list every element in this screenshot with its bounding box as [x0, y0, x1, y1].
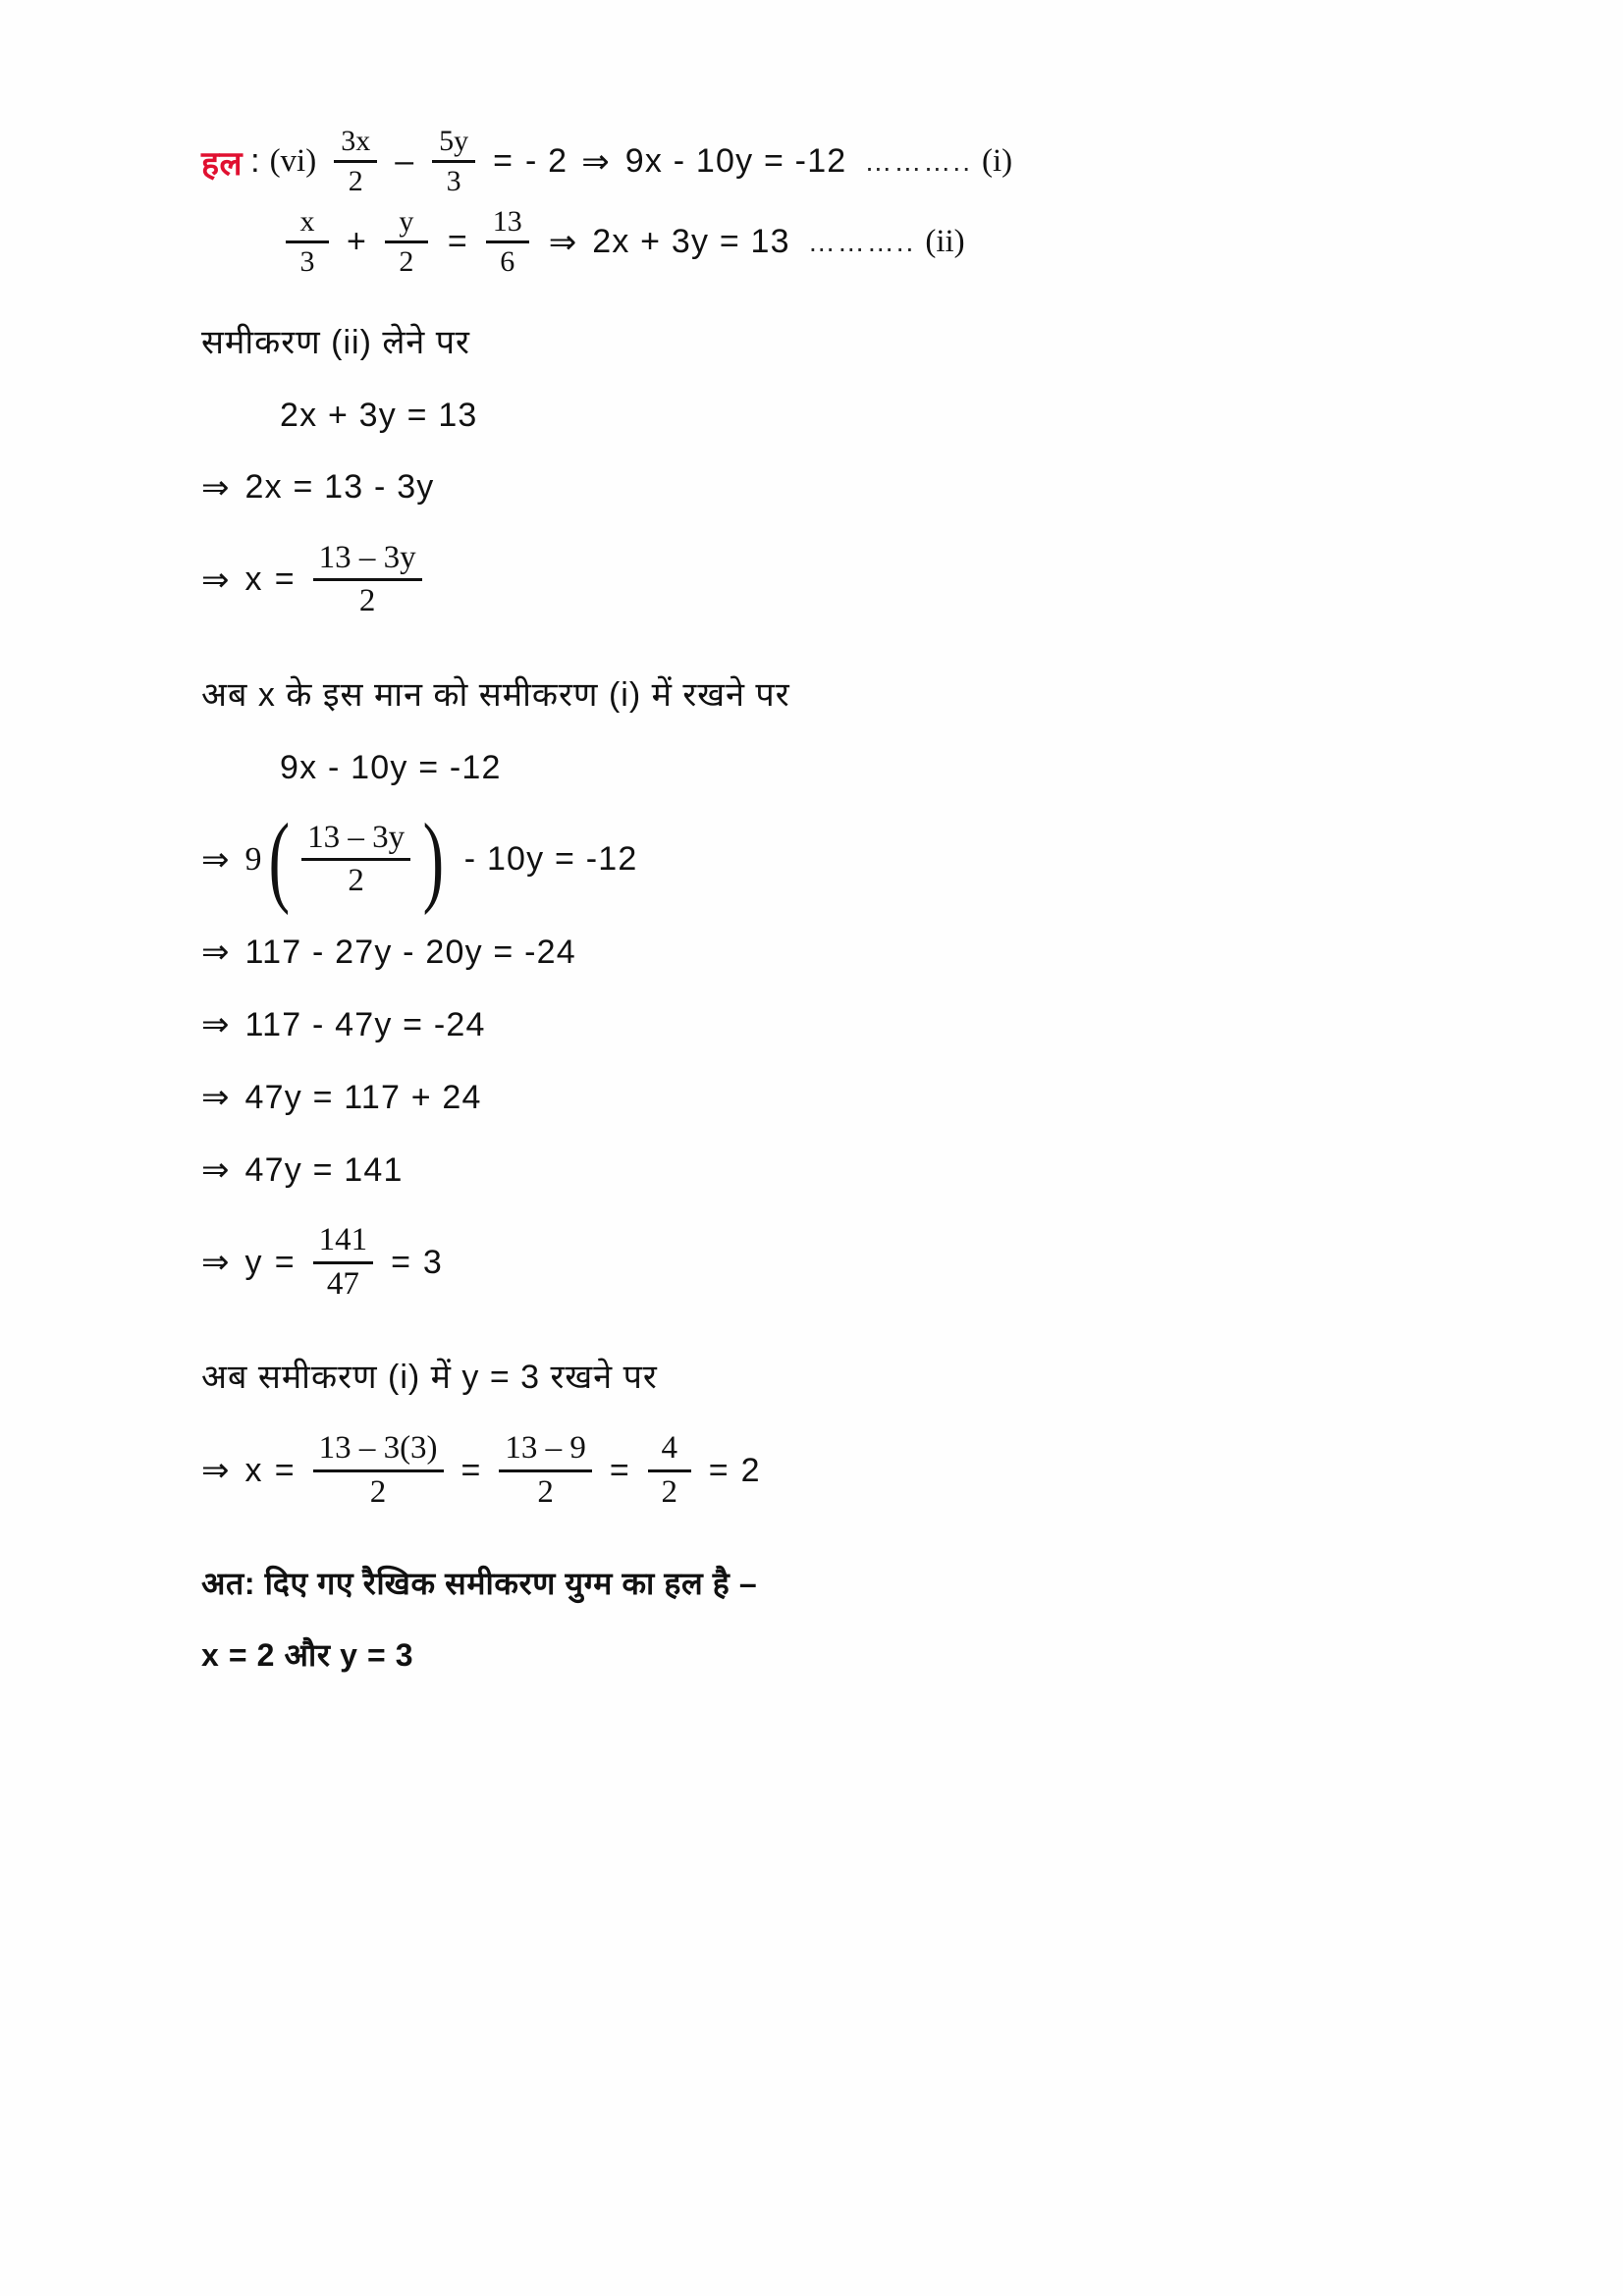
spacer [201, 285, 1507, 318]
implies-arrow: ⇒ [201, 1150, 230, 1191]
fraction-4-over-2 [648, 1431, 691, 1510]
fraction-denominator: 6 [500, 245, 515, 279]
implies-arrow: ⇒ [201, 560, 230, 600]
equation-i-rhs: - 2 [525, 142, 568, 181]
implies-arrow: ⇒ [201, 1005, 230, 1045]
open-paren: ( [268, 802, 290, 916]
coefficient-9: 9 [244, 840, 262, 878]
spacer [201, 899, 1507, 933]
spacer [201, 435, 1507, 468]
equals-sign: = [460, 1451, 482, 1489]
fraction-13-minus-3y-over-2 [313, 541, 422, 619]
fraction-denominator: 2 [661, 1473, 678, 1510]
fraction-bar [486, 240, 529, 243]
step-line-47y-equals-141 [201, 1150, 1507, 1190]
step-line-final-x-chain [201, 1431, 1507, 1510]
equation-text: 2x = 13 - 3y [244, 468, 435, 507]
step-line-47y-equals-sum [201, 1078, 1507, 1117]
spacer [201, 1044, 1507, 1078]
fraction-bar [313, 1469, 444, 1472]
fraction-13-minus-9-over-2 [499, 1431, 592, 1510]
fraction-numerator: 4 [661, 1430, 678, 1467]
dotted-leader: ……….. [864, 145, 972, 177]
spacer [201, 363, 1507, 397]
spacer [201, 507, 1507, 541]
fraction-denominator: 47 [326, 1265, 359, 1302]
step-line-2x-plus-3y [201, 397, 1507, 435]
implies-arrow: ⇒ [581, 141, 610, 182]
spacer [201, 1190, 1507, 1223]
equation-remainder: - 10y = -12 [463, 840, 638, 879]
step-line-x-equals-fraction [201, 541, 1507, 619]
close-paren: ) [422, 802, 445, 916]
step-line-substituted-expression [201, 802, 1507, 916]
heading-text: अब x के इस मान को समीकरण (i) में रखने पर [201, 675, 790, 714]
fraction-numerator: 13 – 9 [505, 1430, 586, 1467]
implies-arrow: ⇒ [201, 1451, 230, 1491]
fraction-3x-over-2 [334, 126, 377, 198]
equals-sign: = [493, 142, 514, 181]
fraction-numerator: 13 – 3y [307, 819, 406, 855]
y-value: 3 [422, 1243, 444, 1281]
heading-text: अब समीकरण (i) में y = 3 रखने पर [201, 1359, 658, 1397]
equation-text: 2x + 3y = 13 [280, 396, 478, 434]
fraction-13-over-6 [486, 206, 529, 279]
implies-arrow: ⇒ [548, 222, 577, 262]
equation-text: 47y = 117 + 24 [244, 1078, 482, 1116]
equals-sign: = [274, 561, 296, 599]
fraction-numerator: 13 [492, 204, 522, 238]
conclusion-text: अत: दिए गए रैखिक समीकरण युग्म का हल है – [201, 1565, 758, 1601]
spacer [201, 1117, 1507, 1150]
implies-arrow: ⇒ [201, 467, 230, 507]
fraction-bar [301, 858, 410, 861]
fraction-denominator: 2 [369, 1473, 387, 1510]
fraction-141-over-47 [313, 1223, 374, 1302]
equation-text: 117 - 27y - 20y = -24 [244, 933, 576, 971]
minus-operator: – [395, 142, 415, 181]
implies-arrow: ⇒ [201, 933, 230, 973]
equals-sign: = [274, 1243, 296, 1281]
solution-content [201, 126, 1507, 1676]
equation-text: 117 - 47y = -24 [244, 1005, 486, 1043]
fraction-numerator: 13 – 3y [318, 539, 416, 575]
variable-x: x [244, 1451, 263, 1489]
spacer [201, 1302, 1507, 1353]
heading-substitute-x [201, 670, 1507, 716]
solution-colon: : [250, 142, 260, 181]
implies-arrow: ⇒ [201, 1078, 230, 1118]
fraction-13-minus-3x3-over-2 [313, 1431, 444, 1510]
part-number: (vi) [269, 143, 317, 180]
fraction-x-over-3 [286, 206, 329, 279]
conclusion-line-2 [201, 1633, 1507, 1676]
fraction-bar [499, 1469, 592, 1472]
fraction-bar [385, 240, 428, 243]
equation-text: 47y = 141 [244, 1150, 404, 1189]
fraction-numerator: y [399, 204, 414, 238]
variable-x: x [244, 561, 263, 599]
final-answer: x = 2 और y = 3 [201, 1636, 414, 1673]
implies-arrow: ⇒ [201, 839, 230, 880]
step-line-117-minus-47y [201, 1005, 1507, 1044]
heading-text: समीकरण (ii) लेने पर [201, 323, 470, 361]
variable-y: y [244, 1243, 263, 1281]
implies-arrow: ⇒ [201, 1243, 230, 1283]
fraction-denominator: 3 [446, 165, 461, 198]
spacer [201, 787, 1507, 821]
fraction-bar [313, 578, 422, 581]
fraction-5y-over-3 [432, 126, 475, 198]
equation-ii-line [201, 206, 1507, 279]
equation-i-line [201, 126, 1507, 198]
conclusion-line-1 [201, 1562, 1507, 1604]
fraction-y-over-2 [385, 206, 428, 279]
fraction-denominator: 3 [299, 245, 315, 279]
equals-sign: = [274, 1451, 296, 1489]
step-line-117-minus-27y [201, 933, 1507, 972]
fraction-numerator: 13 – 3(3) [318, 1430, 438, 1467]
dotted-leader: ……….. [807, 226, 916, 257]
spacer [201, 1398, 1507, 1431]
equals-sign: = [708, 1451, 730, 1489]
step-line-2x-equals [201, 468, 1507, 507]
equation-i-result: 9x - 10y = -12 [624, 142, 847, 181]
fraction-bar [313, 1261, 374, 1264]
fraction-denominator: 2 [537, 1473, 554, 1510]
fraction-denominator: 2 [399, 245, 414, 279]
fraction-bar [432, 160, 475, 163]
fraction-numerator: 141 [318, 1222, 368, 1258]
step-line-y-equals-3 [201, 1223, 1507, 1302]
fraction-13-minus-3y-over-2 [301, 821, 410, 899]
fraction-denominator: 2 [358, 583, 376, 619]
spacer [201, 619, 1507, 670]
equation-i-tag: (i) [981, 143, 1013, 180]
fraction-bar [286, 240, 329, 243]
spacer [201, 972, 1507, 1005]
parenthesized-fraction [262, 802, 451, 916]
x-value: 2 [740, 1451, 761, 1489]
equation-text: 9x - 10y = -12 [280, 748, 502, 786]
fraction-bar [648, 1469, 691, 1472]
equation-ii-tag: (ii) [925, 224, 965, 260]
fraction-numerator: 3x [341, 125, 371, 157]
spacer [201, 1511, 1507, 1562]
heading-taking-equation-ii [201, 318, 1507, 363]
fraction-denominator: 2 [348, 165, 363, 198]
step-line-9x-minus-10y [201, 749, 1507, 787]
equals-sign: = [391, 1243, 411, 1281]
fraction-bar [334, 160, 377, 163]
heading-substitute-y [201, 1353, 1507, 1398]
equals-sign: = [447, 223, 468, 261]
fraction-numerator: 5y [439, 125, 469, 157]
fraction-denominator: 2 [348, 863, 364, 899]
solution-label: हल [201, 144, 243, 183]
equation-ii-result: 2x + 3y = 13 [592, 223, 790, 261]
plus-operator: + [347, 223, 367, 261]
fraction-numerator: x [299, 204, 315, 238]
equals-sign: = [609, 1451, 630, 1489]
spacer [201, 716, 1507, 749]
